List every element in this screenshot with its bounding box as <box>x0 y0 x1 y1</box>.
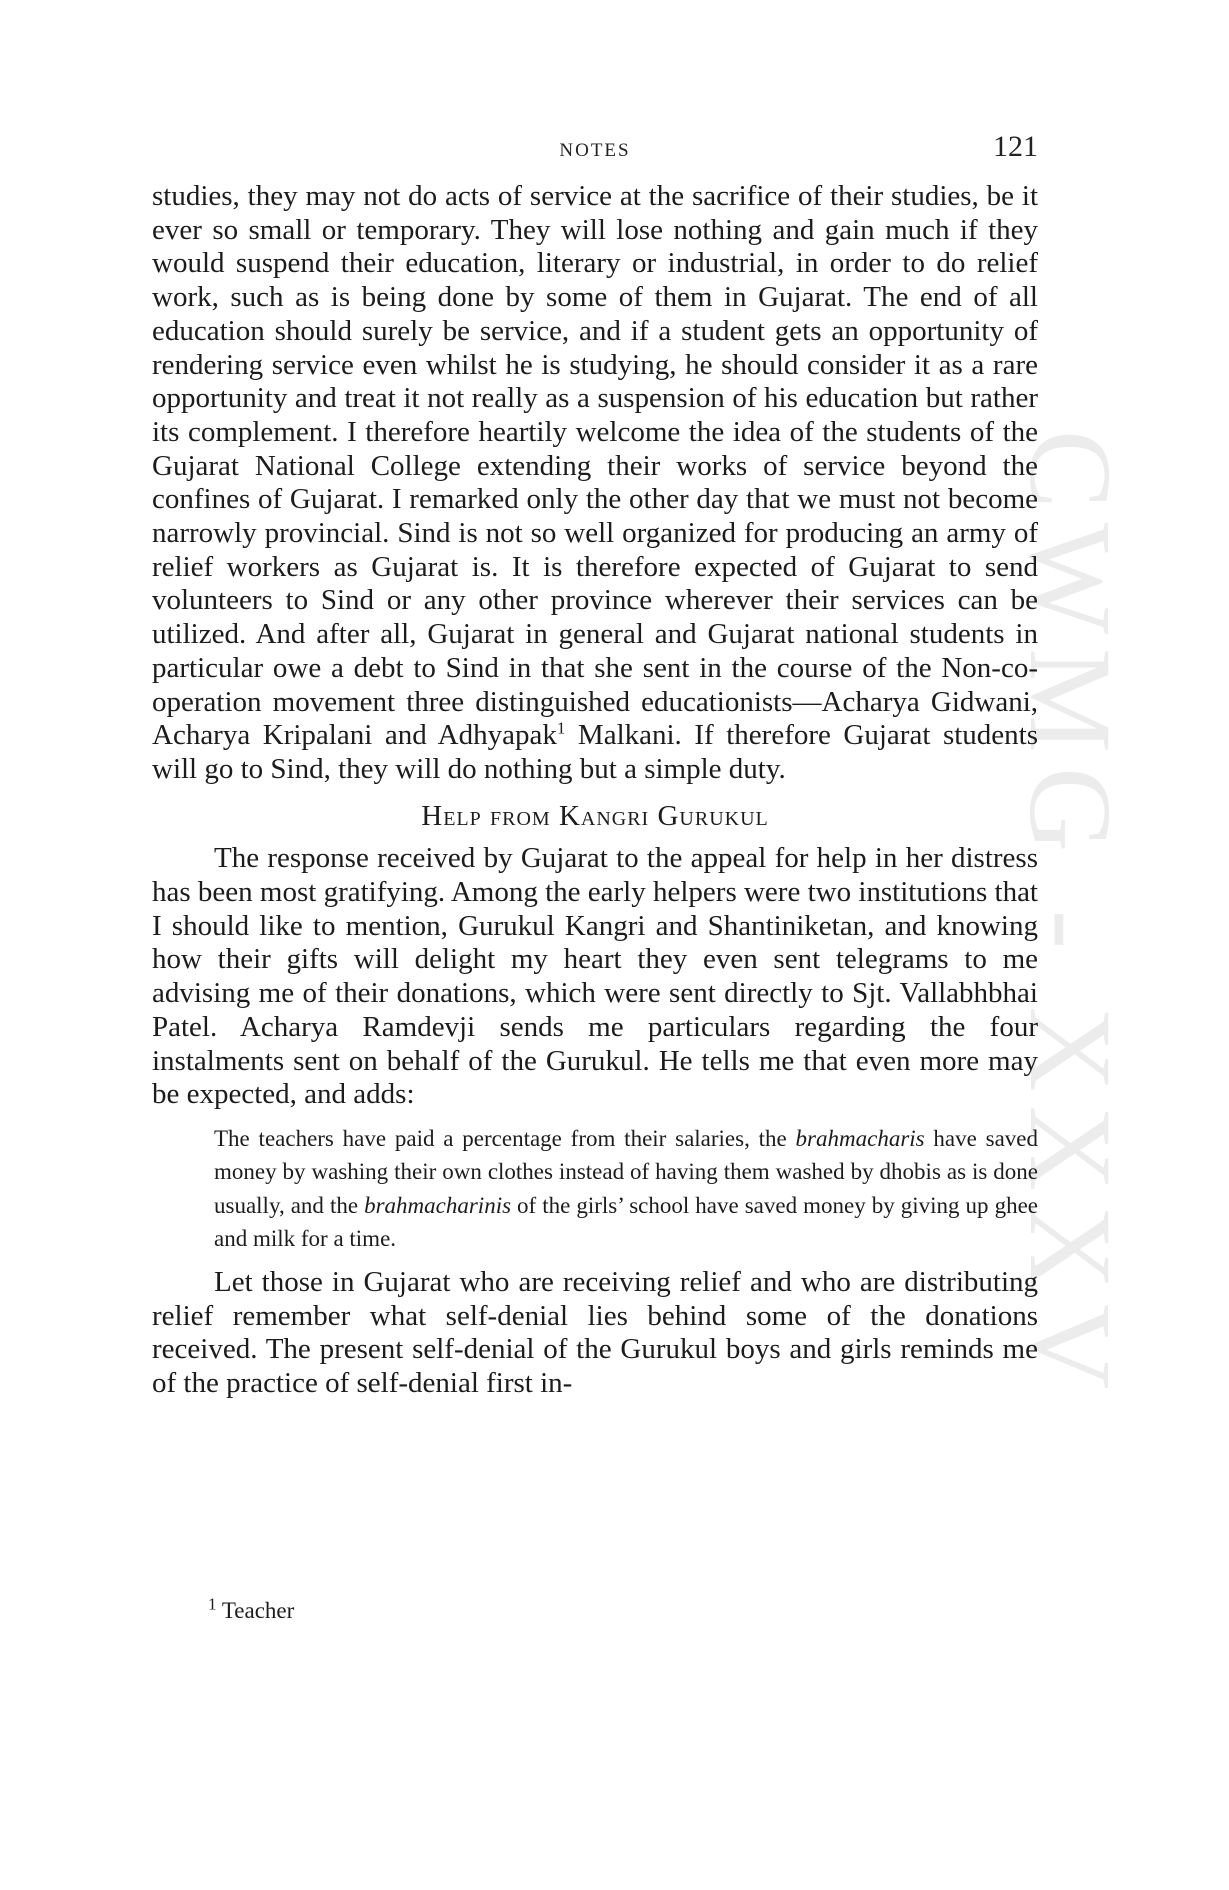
running-head: NOTES <box>559 140 631 161</box>
quote-text-1: The teachers have paid a percentage from their salaries, the <box>214 1125 796 1151</box>
watermark-text: CWMG - XXXV <box>1005 430 1136 1404</box>
paragraph-1 <box>152 180 1038 787</box>
paragraph-1-end: Malkani. If therefore Gujarat students will go to Sind, they will do nothing but a simple duty. <box>152 719 1038 785</box>
quote-italic-1: brahmacharis <box>795 1125 925 1151</box>
quote-italic-2: brahmacharinis <box>364 1192 512 1218</box>
paragraph-3: Let those in Gujarat who are receiving relief and who are distributing relief remember what self-denial lies behind some of the donations received. The present self-denial of the Gurukul boys and girls reminds me of the practice of self-denial first in- <box>152 1265 1038 1400</box>
page-number: 121 <box>993 130 1038 163</box>
footnote-mark: 1 <box>208 1594 217 1614</box>
section-heading: Help from Kangri Gurukul <box>421 799 769 832</box>
footnote-reference: 1 <box>556 718 566 738</box>
paragraph-1-text: studies, they may not do acts of service at the sacrifice of their studies, be it ever so small or temporary. They will lose nothing and gain much if they would suspend their education, literary or industrial, in order to do relief work, such as is being done by some of them in Gujarat. The end of all education should surely be service, and if a student gets an opportunity of rendering service even whilst he is studying, he should consider it as a rare opportunity and treat it not really as a suspension of his education but rather its complement. I therefore heartily welcome the idea of the students of the Gujarat National College extending their works of service beyond the confines of Gujarat. I remarked only the other day that we must not become narrowly provincial. Sind is not so well organized for producing an army of relief workers as Gujarat is. It is therefore expected of Gujarat to send volunteers to Sind or any other province wherever their services can be utilized. And after all, Gujarat in general and Gujarat national students in particular owe a debt to Sind in that she sent in the course of the Non-co-operation movement three distinguished educationists—Acharya Gidwani, Acharya Kripalani and Adhyapak <box>152 180 1038 752</box>
page-header <box>152 130 1038 170</box>
quote-text-3: of the girls’ school have saved money by giving up ghee and milk for a time. <box>214 1192 1038 1252</box>
paragraph-2: The response received by Gujarat to the appeal for help in her distress has been most gratifying. Among the early helpers were two institutions that I should like to mention, Gurukul Kangri and Shantiniketan, and knowing how their gifts will delight my heart they even sent telegrams to me advising me of their donations, which were sent directly to Sjt. Vallabhbhai Patel. Acharya Ramdevji sends me particulars regarding the four instalments sent on behalf of the Gurukul. He tells me that even more may be expected, and adds: <box>152 842 1038 1111</box>
block-quote <box>214 1122 1038 1256</box>
footnote <box>208 1594 295 1624</box>
quote-text-2: have saved money by washing their own clothes instead of having them washed by dhobis as is done usually, and the <box>214 1125 1038 1218</box>
body-text <box>152 180 1038 1401</box>
footnote-text: Teacher <box>216 1598 295 1623</box>
